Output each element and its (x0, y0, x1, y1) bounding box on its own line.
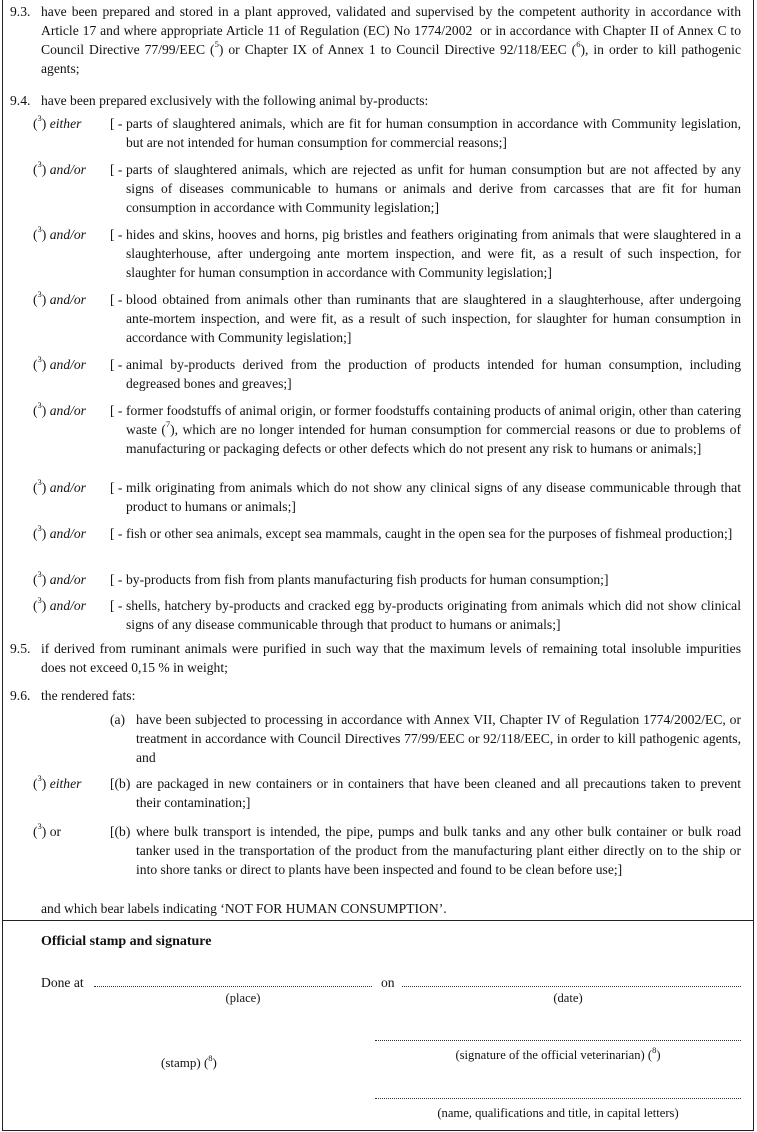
list-item (33, 478, 741, 516)
qualifier: ($^3$) either (33, 113, 82, 131)
sub-text: have been subjected to processing in accordance with Annex VII, Chapter IV of Regulation 1774/2002/EC, or treatment in accordance with Council Directives 77/99/EEC or 92/118/EEC, in order to kill pathogenic agents, and (136, 712, 741, 765)
clause-number: 9.4. (10, 93, 31, 108)
list-item (33, 290, 741, 347)
item-text: hides and skins, hooves and horns, pig bristles and feathers originating from animals that were slaughtered in a slaughterhouse, after undergoing ante mortem inspection, and were fit, as a result of such inspection, for slaughter for human consumption in accordance with Community legislation;] (126, 227, 741, 280)
sub-label: [(b) (110, 776, 131, 791)
list-item (33, 225, 741, 282)
sub-label: (a) (110, 712, 126, 727)
stamp-label: (stamp) ($^8$) (161, 1052, 217, 1070)
item-text: milk originating from animals which do not show any clinical signs of any disease communicable through that product to humans or animals;] (126, 480, 741, 514)
list-item (33, 524, 741, 543)
list-item (33, 114, 741, 152)
section-divider (3, 920, 753, 921)
qualifier: ($^3$) and/or (33, 159, 86, 177)
place-caption: (place) (225, 991, 261, 1005)
veterinarian-signature-field[interactable] (375, 1040, 741, 1041)
sub-text: where bulk transport is intended, the pipe, pumps and bulk tanks and any other bulk container or bulk road tanker used in the transportation of the product from the manufacturing plant either directly on to the ship or into shore tanks or direct to plants have been inspected and found to be clean before use;] (136, 824, 741, 877)
qualifier: ($^3$) and/or (33, 477, 86, 495)
done-at-label: Done at (41, 975, 84, 990)
bracket-dash: [ - (110, 162, 123, 177)
veterinarian-caption: (signature of the official veterinarian) ($^8$) (455, 1044, 661, 1062)
bracket-dash: [ - (110, 116, 123, 131)
clause-text: if derived from ruminant animals were purified in such way that the maximum levels of remaining total insoluble impurities does not exceed 0,15 % in weight; (41, 641, 741, 675)
closing-text: and which bear labels indicating ‘NOT FOR HUMAN CONSUMPTION’. (41, 901, 447, 916)
clause-9-6-a (33, 710, 741, 767)
item-text: parts of slaughtered animals, which are rejected as unfit for human consumption but are not affected by any signs of diseases communicable to humans or animals and derive from carcasses that are fit for human consumption in accordance with Community legislation;] (126, 162, 741, 215)
on-label: on (381, 975, 395, 990)
clause-text: have been prepared and stored in a plant approved, validated and supervised by the competent authority in accordance with Article 17 and where appropriate Article 11 of Regulation (EC) No 1774/2002 or in accordance with Chapter II of Annex C to Council Directive 77/99/EEC ($^5$) or Chapter IX of Annex 1 to Council Directive 92/118/EEC ($^6$), in order to kill pathogenic agents; (41, 4, 741, 76)
bracket-dash: [ - (110, 480, 123, 495)
list-item (33, 401, 741, 458)
qualifier: ($^3$) and/or (33, 595, 86, 613)
item-text: parts of slaughtered animals, which are fit for human consumption in accordance with Community legislation, but are not intended for human consumption for commercial reasons;] (126, 116, 741, 150)
clause-9-6-b-either (33, 774, 741, 812)
name-title-field[interactable] (375, 1098, 741, 1099)
place-field[interactable] (94, 986, 372, 987)
qualifier: ($^3$) and/or (33, 569, 86, 587)
clause-number: 9.6. (10, 688, 31, 703)
sub-text: are packaged in new containers or in containers that have been cleaned and all precautions taken to prevent their contamination;] (136, 776, 741, 810)
clause-9-6-b-or (33, 822, 741, 879)
item-text: animal by-products derived from the production of products intended for human consumption, including degreased bones and greaves;] (126, 357, 741, 391)
qualifier: ($^3$) either (33, 773, 82, 791)
bracket-dash: [ - (110, 227, 123, 242)
clause-9-6 (10, 686, 741, 705)
sub-label: [(b) (110, 824, 131, 839)
clause-text: the rendered fats: (41, 688, 136, 703)
qualifier: ($^3$) and/or (33, 400, 86, 418)
list-item (33, 160, 741, 217)
date-caption: (date) (553, 991, 583, 1005)
list-item (33, 355, 741, 393)
bracket-dash: [ - (110, 526, 123, 541)
item-text: former foodstuffs of animal origin, or former foodstuffs containing products of animal origin, other than catering waste ($^7$), which are no longer intended for human consumption for commercial reasons or due to problems of manufacturing or packaging defects or other defects which do not present any risk to humans or animals;] (126, 403, 741, 456)
qualifier: ($^3$) or (33, 821, 62, 839)
clause-number: 9.5. (10, 641, 31, 656)
clause-9-4 (10, 91, 741, 110)
bracket-dash: [ - (110, 403, 123, 418)
qualifier: ($^3$) and/or (33, 224, 86, 242)
bracket-dash: [ - (110, 598, 123, 613)
name-caption: (name, qualifications and title, in capital letters) (437, 1106, 679, 1120)
clause-9-5 (10, 639, 741, 677)
signature-section-title: Official stamp and signature (41, 934, 212, 949)
item-text: blood obtained from animals other than ruminants that are slaughtered in a slaughterhouse, after undergoing ante-mortem inspection, and were fit, as a result of such inspection, for slaughter for human consumption in accordance with Community legislation;] (126, 292, 741, 345)
item-text: by-products from fish from plants manufacturing fish products for human consumption;] (126, 572, 609, 587)
bracket-dash: [ - (110, 292, 123, 307)
item-text: fish or other sea animals, except sea mammals, caught in the open sea for the purposes of fishmeal production;] (126, 526, 733, 541)
list-item (33, 570, 741, 589)
bracket-dash: [ - (110, 572, 123, 587)
qualifier: ($^3$) and/or (33, 354, 86, 372)
clause-9-3 (10, 2, 741, 78)
clause-text: have been prepared exclusively with the following animal by-products: (41, 93, 429, 108)
qualifier: ($^3$) and/or (33, 289, 86, 307)
date-field[interactable] (402, 986, 741, 987)
item-text: shells, hatchery by-products and cracked egg by-products originating from animals which did not show clinical signs of any disease communicable through that product to humans or animals;] (126, 598, 741, 632)
bracket-dash: [ - (110, 357, 123, 372)
qualifier: ($^3$) and/or (33, 523, 86, 541)
list-item (33, 596, 741, 634)
certificate-page (2, 0, 754, 1131)
clause-number: 9.3. (10, 4, 31, 19)
